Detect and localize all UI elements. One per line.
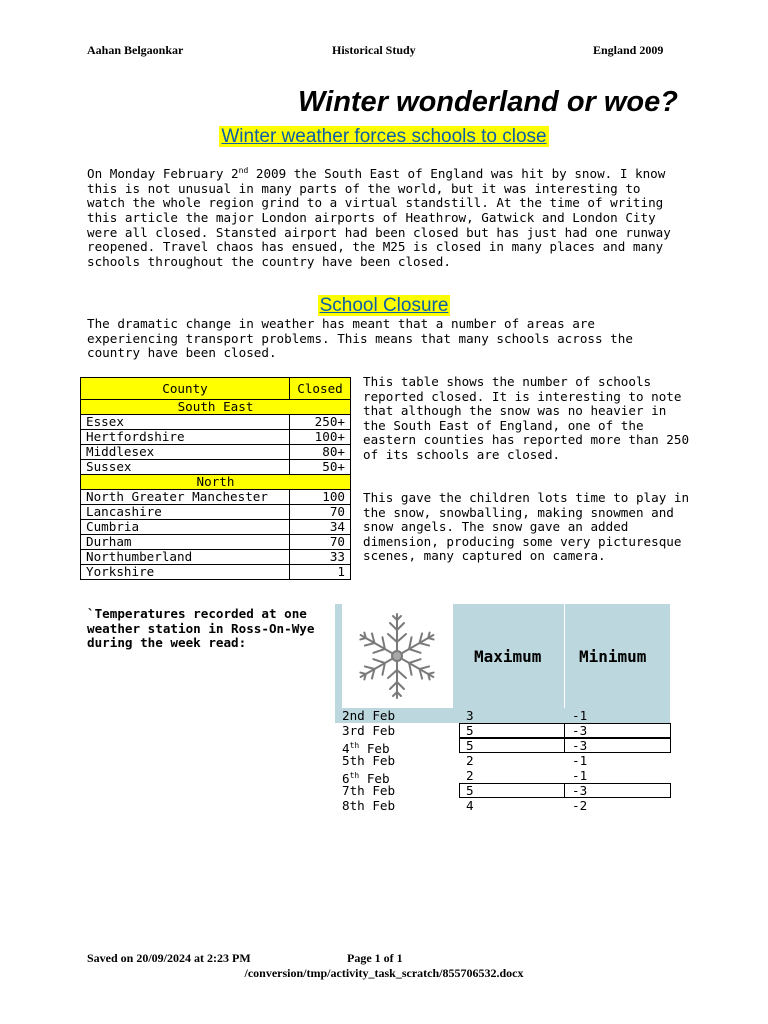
max-temp: 5 bbox=[466, 738, 474, 753]
table-row bbox=[81, 520, 351, 535]
max-temp: 5 bbox=[466, 783, 474, 798]
snowflake-icon bbox=[342, 604, 452, 708]
county-name: Lancashire bbox=[81, 505, 290, 520]
temperature-row bbox=[335, 753, 671, 768]
column-divider bbox=[564, 604, 565, 722]
temperature-row bbox=[335, 798, 671, 813]
temperature-row bbox=[335, 708, 671, 723]
county-name: Hertfordshire bbox=[81, 430, 290, 445]
county-header: County bbox=[81, 378, 290, 400]
temperature-row bbox=[335, 768, 671, 787]
column-divider bbox=[452, 604, 453, 722]
county-name: North Greater Manchester bbox=[81, 490, 290, 505]
region-row bbox=[81, 475, 351, 490]
day-number: 6 bbox=[342, 771, 350, 787]
region-label: North bbox=[81, 475, 351, 490]
day-label: 2nd Feb bbox=[342, 708, 396, 723]
closed-count: 250+ bbox=[290, 415, 351, 430]
footer-path: /conversion/tmp/activity_task_scratch/855706532.docx bbox=[244, 966, 524, 980]
region-label: South East bbox=[81, 400, 351, 415]
intro-paragraph bbox=[87, 164, 685, 269]
table-row bbox=[81, 565, 351, 580]
county-name: Middlesex bbox=[81, 445, 290, 460]
closed-count: 80+ bbox=[290, 445, 351, 460]
snowflake-image bbox=[342, 604, 452, 708]
max-temp: 5 bbox=[466, 723, 474, 738]
temperature-row bbox=[335, 783, 671, 798]
day-suffix: th bbox=[349, 771, 360, 780]
county-name: Cumbria bbox=[81, 520, 290, 535]
table-row bbox=[81, 535, 351, 550]
cell-border bbox=[459, 723, 671, 738]
temperature-table bbox=[335, 604, 671, 813]
closed-count: 70 bbox=[290, 535, 351, 550]
temperature-row bbox=[335, 738, 671, 757]
maximum-header: Maximum bbox=[474, 647, 542, 666]
table-row bbox=[81, 505, 351, 520]
max-temp: 4 bbox=[466, 798, 474, 813]
closure-paragraph: The dramatic change in weather has meant that a number of areas are experiencing transport problems. This means that many schools across the country have been closed. bbox=[87, 316, 633, 361]
day-label: 3rd Feb bbox=[342, 723, 396, 738]
county-name: Durham bbox=[81, 535, 290, 550]
footer-page: Page 1 of 1 bbox=[347, 951, 403, 965]
children-paragraph: This gave the children lots time to play in the snow, snowballing, making snowmen and snow angels. The snow gave an added dimension, producing some very picturesque scenes, many captured on camera. bbox=[363, 490, 690, 564]
max-temp: 2 bbox=[466, 753, 474, 768]
county-name: Essex bbox=[81, 415, 290, 430]
closed-count: 50+ bbox=[290, 460, 351, 475]
intro-text-start: On Monday February 2 bbox=[87, 166, 239, 182]
min-temp: -3 bbox=[572, 783, 588, 798]
closed-header: Closed bbox=[290, 378, 351, 400]
closed-count: 1 bbox=[290, 565, 351, 580]
max-temp: 2 bbox=[466, 768, 474, 783]
closed-count: 33 bbox=[290, 550, 351, 565]
header-author: Aahan Belgaonkar bbox=[87, 43, 184, 57]
subtitle-container bbox=[0, 126, 768, 148]
intro-text-rest: 2009 the South East of England was hit by snow. I know this is not unusual in many parts of the world, but it was interesting to watch the whole region grind to a virtual standstill. At the time of writing this article the major London airports of Heathrow, Gatwick and London City were all closed. Stansted airport had been closed but has just had one runway reopened. Travel chaos has ensued, the M25 is closed in many places and many schools throughout the country have been closed. bbox=[87, 166, 671, 269]
table-row bbox=[81, 490, 351, 505]
day-label: 5th Feb bbox=[342, 753, 396, 768]
county-name: Northumberland bbox=[81, 550, 290, 565]
min-temp: -1 bbox=[572, 768, 588, 783]
cell-border bbox=[459, 738, 671, 753]
min-temp: -2 bbox=[572, 798, 588, 813]
minimum-header: Minimum bbox=[579, 647, 647, 666]
day-number: 4 bbox=[342, 741, 350, 757]
region-row bbox=[81, 400, 351, 415]
day-suffix: th bbox=[349, 741, 360, 750]
temperature-intro: `Temperatures recorded at one weather station in Ross-On-Wye during the week read: bbox=[87, 606, 315, 651]
closed-count: 34 bbox=[290, 520, 351, 535]
county-closure-table bbox=[80, 377, 351, 580]
day-label: 7th Feb bbox=[342, 783, 396, 798]
cell-border bbox=[459, 783, 671, 798]
document-title: Winter wonderland or woe? bbox=[298, 86, 678, 118]
min-temp: -3 bbox=[572, 723, 588, 738]
min-temp: -1 bbox=[572, 753, 588, 768]
table-row bbox=[81, 460, 351, 475]
closed-count: 100+ bbox=[290, 430, 351, 445]
day-month: Feb bbox=[359, 741, 390, 757]
table-row bbox=[81, 445, 351, 460]
table-row bbox=[81, 550, 351, 565]
intro-superscript: nd bbox=[238, 166, 249, 175]
day-label: 8th Feb bbox=[342, 798, 396, 813]
closed-count: 70 bbox=[290, 505, 351, 520]
table-row bbox=[81, 430, 351, 445]
subtitle-link[interactable]: Winter weather forces schools to close bbox=[221, 126, 547, 147]
header-subject: Historical Study bbox=[332, 43, 416, 57]
table-row bbox=[81, 415, 351, 430]
min-temp: -1 bbox=[572, 708, 588, 723]
table-description: This table shows the number of schools reported closed. It is interesting to note that although the snow was no heavier in the South East of England, one of the eastern counties has reported more than 250 of its schools are closed. bbox=[363, 374, 690, 462]
section-heading-container bbox=[0, 295, 768, 317]
min-temp: -3 bbox=[572, 738, 588, 753]
closed-count: 100 bbox=[290, 490, 351, 505]
day-month: Feb bbox=[359, 771, 390, 787]
temperature-row bbox=[335, 723, 671, 738]
footer-saved: Saved on 20/09/2024 at 2:23 PM bbox=[87, 951, 251, 965]
section-heading-link[interactable]: School Closure bbox=[319, 295, 449, 316]
county-name: Yorkshire bbox=[81, 565, 290, 580]
max-temp: 3 bbox=[466, 708, 474, 723]
table-header-row bbox=[81, 378, 351, 400]
header-location: England 2009 bbox=[593, 43, 664, 57]
county-name: Sussex bbox=[81, 460, 290, 475]
